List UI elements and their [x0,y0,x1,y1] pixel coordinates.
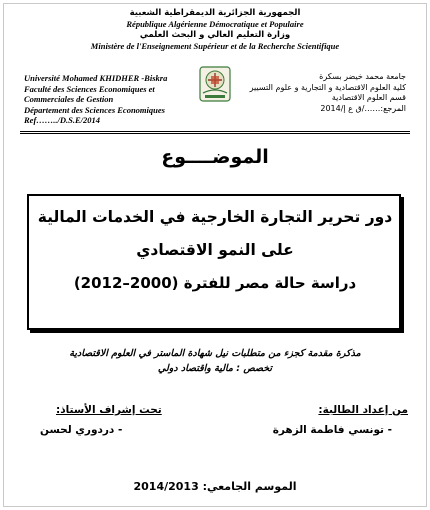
university-line: Département des Sciences Economiques [24,104,165,115]
specialty: تخصص : مالية واقتصاد دولي [157,363,273,374]
academic-year: الموسم الجامعي: 2014/2013 [133,480,297,493]
thesis-title-line-2: على النمو الاقتصادي [136,241,294,259]
republic-arabic: الجمهورية الجزائرية الديمقراطية الشعبية [129,8,301,18]
university-line: Faculté des Sciences Economiques et [24,83,155,94]
republic-french: République Algérienne Démocratique et Populaire [126,19,304,29]
student-name: - تونسي فاطمة الزهرة [272,424,392,436]
university-line: Commerciales de Gestion [24,94,114,104]
ministry-arabic: وزارة التعليم العالي و البحث العلمي [139,30,291,40]
university-line-ar: جامعة محمد خيضر بسكرة [319,72,406,81]
memo-description: مذكرة مقدمة كجزء من متطلبات نيل شهادة الماستر في العلوم الاقتصادية [69,348,361,359]
supervisor-name: - دردوري لحسن [40,424,123,436]
university-line-ar: المرجع:……/ق ع إ/2014 [320,103,406,113]
ministry-french: Ministère de l'Enseignement Supérieur et de la Recherche Scientifique [90,41,340,51]
thesis-title-line-1: دور تحرير التجارة الخارجية في الخدمات المالية [37,208,393,226]
university-info-french [24,73,167,126]
header-divider [20,131,410,134]
supervisor-label: تحت إشراف الأستاذ: [56,404,162,416]
university-logo-icon [199,66,231,102]
university-line-ar: كلية العلوم الاقتصادية و التجارية و علوم التسيير [249,82,406,92]
university-line: Université Mohamed KHIDHER -Biskra [24,73,168,83]
subject-label: الموضــــوع [161,146,269,168]
thesis-title-line-3: دراسة حالة مصر للفترة (2000–2012) [73,274,357,292]
university-line: Ref……../D.S.E/2014 [24,115,101,125]
university-info-arabic [250,72,406,114]
student-label: من إعداد الطالبة: [318,404,408,416]
university-line-ar: قسم العلوم الاقتصادية [331,93,406,102]
